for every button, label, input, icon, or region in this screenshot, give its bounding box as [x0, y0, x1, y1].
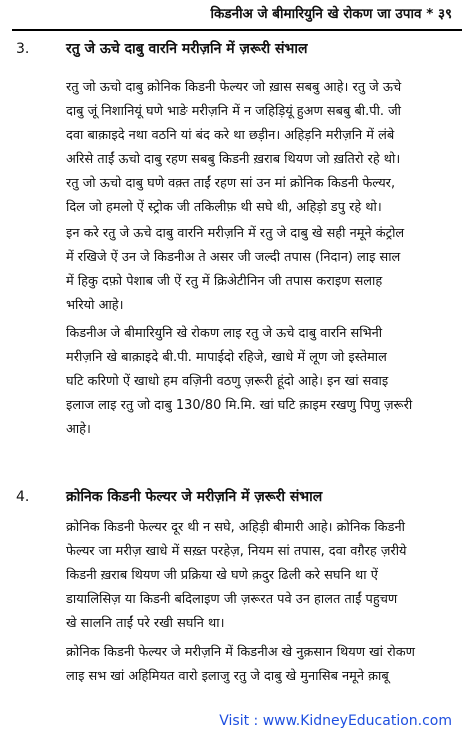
paragraph-line: घटि करिणो ऐं खाधो हम वज़िनी वठणु ज़रूरी हूंदो आहे। इन खां सवाइ — [66, 374, 389, 389]
paragraph-line: क्रोनिक किडनी फेल्यर जे मरीज़नि में किडनीअ खे नुक़सान थियण खां रोकण — [66, 645, 415, 660]
paragraph — [66, 641, 456, 689]
paragraph-line: दवा बाक़ाइदे नथा वठनि यां बंद करे था छड़ीन। अहिड़नि मरीज़नि में लंबे — [66, 128, 395, 143]
paragraph-line: किडनीअ जे बीमारियुनि खे रोकण लाइ रतु जे ऊचे दाबु वारनि सभिनी — [66, 326, 383, 341]
paragraph — [66, 76, 456, 220]
section-title: क्रोनिक किडनी फेल्यर जे मरीज़नि में ज़रूरी संभाल — [66, 489, 323, 505]
section-heading — [16, 487, 458, 506]
paragraph-line: आहे। — [66, 422, 91, 437]
section-number: 4. — [16, 489, 30, 505]
paragraph-line: में हिकु दफ़ो पेशाब जी ऐं रतु में क्रिअेटीनिन जी तपास कराइण सलाह — [66, 274, 383, 289]
paragraph-line: भरियो आहे। — [66, 298, 124, 313]
paragraph-line: में रखिजे ऐं उन जे किडनीअ ते असर जी जल्दी तपास (निदान) लाइ साल — [66, 250, 401, 265]
paragraph — [66, 222, 456, 318]
section-title: रतु जे ऊचे दाबु वारनि मरीज़नि में ज़रूरी संभाल — [66, 41, 308, 57]
paragraph-line: इलाज लाइ रतु जो दाबु 130/80 मि.मि. खां घटि क़ाइम रखणु पिणु ज़रूरी — [66, 398, 413, 413]
section-heading — [16, 39, 458, 58]
page-number: ३९ — [437, 6, 452, 22]
paragraph — [66, 322, 456, 442]
paragraph-line: डायालिसिज़ या किडनी बदिलाइण जी ज़रूरत पवे उन हालत ताईं पहुचण — [66, 592, 398, 607]
paragraph-line: खे सालनि ताईं परे रखी सघनि था। — [66, 616, 225, 631]
paragraph-line: फेल्यर जा मरीज़ खाधे में सख़्त परहेज़, नियम सां तपास, दवा वग़ैरह ज़रीये — [66, 544, 407, 559]
paragraph-line: रतु जो ऊचो दाबु क्रोनिक किडनी फेल्यर जो ख़ास सबबु आहे। रतु जे ऊचे — [66, 80, 402, 95]
paragraph-line: मरीज़नि खे बाक़ाइदे बी.पी. मापाईदो रहिजे, खाधे में लूण जो इस्तेमाल — [66, 350, 387, 365]
paragraph-line: दाबु जूं निशानियूं घणे भाङे मरीज़नि में न जहिड़ियूं हुअण सबबु बी.पी. जी — [66, 104, 402, 119]
paragraph-line: रतु जो ऊचो दाबु घणे वक़्त ताईं रहण सां उन मां क्रोनिक किडनी फेल्यर, — [66, 176, 396, 191]
header-rule — [12, 29, 462, 31]
paragraph-line: अरिसे ताईं ऊचो दाबु रहण सबबु किडनी ख़राब थियण जो ख़तिरो रहे थो। — [66, 152, 401, 167]
header-title: किडनीअ जे बीमारियुनि खे रोकण जा उपाव — [210, 6, 422, 22]
header-separator: * — [426, 6, 434, 22]
paragraph-line: किडनी ख़राब थियण जी प्रक्रिया खे घणे क़दुर ढिली करे सघनि था ऐं — [66, 568, 378, 583]
section-number: 3. — [16, 41, 30, 57]
page-header — [210, 4, 452, 22]
footer-link[interactable]: Visit : www.KidneyEducation.com — [219, 713, 452, 729]
paragraph-line: क्रोनिक किडनी फेल्यर दूर थी न सघे, अहिड़ी बीमारी आहे। क्रोनिक किडनी — [66, 520, 405, 535]
paragraph-line: लाइ सभ खां अहिमियत वारो इलाजु रतु जे दाबु खे मुनासिब नमूने क़ाबू — [66, 669, 389, 684]
paragraph-line: दिल जो हमलो ऐं स्ट्रोक जी तकिलीफ़ थी सघे थी, अहिड़ो डपु रहे थो। — [66, 200, 382, 215]
paragraph — [66, 516, 456, 636]
paragraph-line: इन करे रतु जे ऊचे दाबु वारनि मरीज़नि में रतु जे दाबु खे सही नमूने कंट्रोल — [66, 226, 405, 241]
